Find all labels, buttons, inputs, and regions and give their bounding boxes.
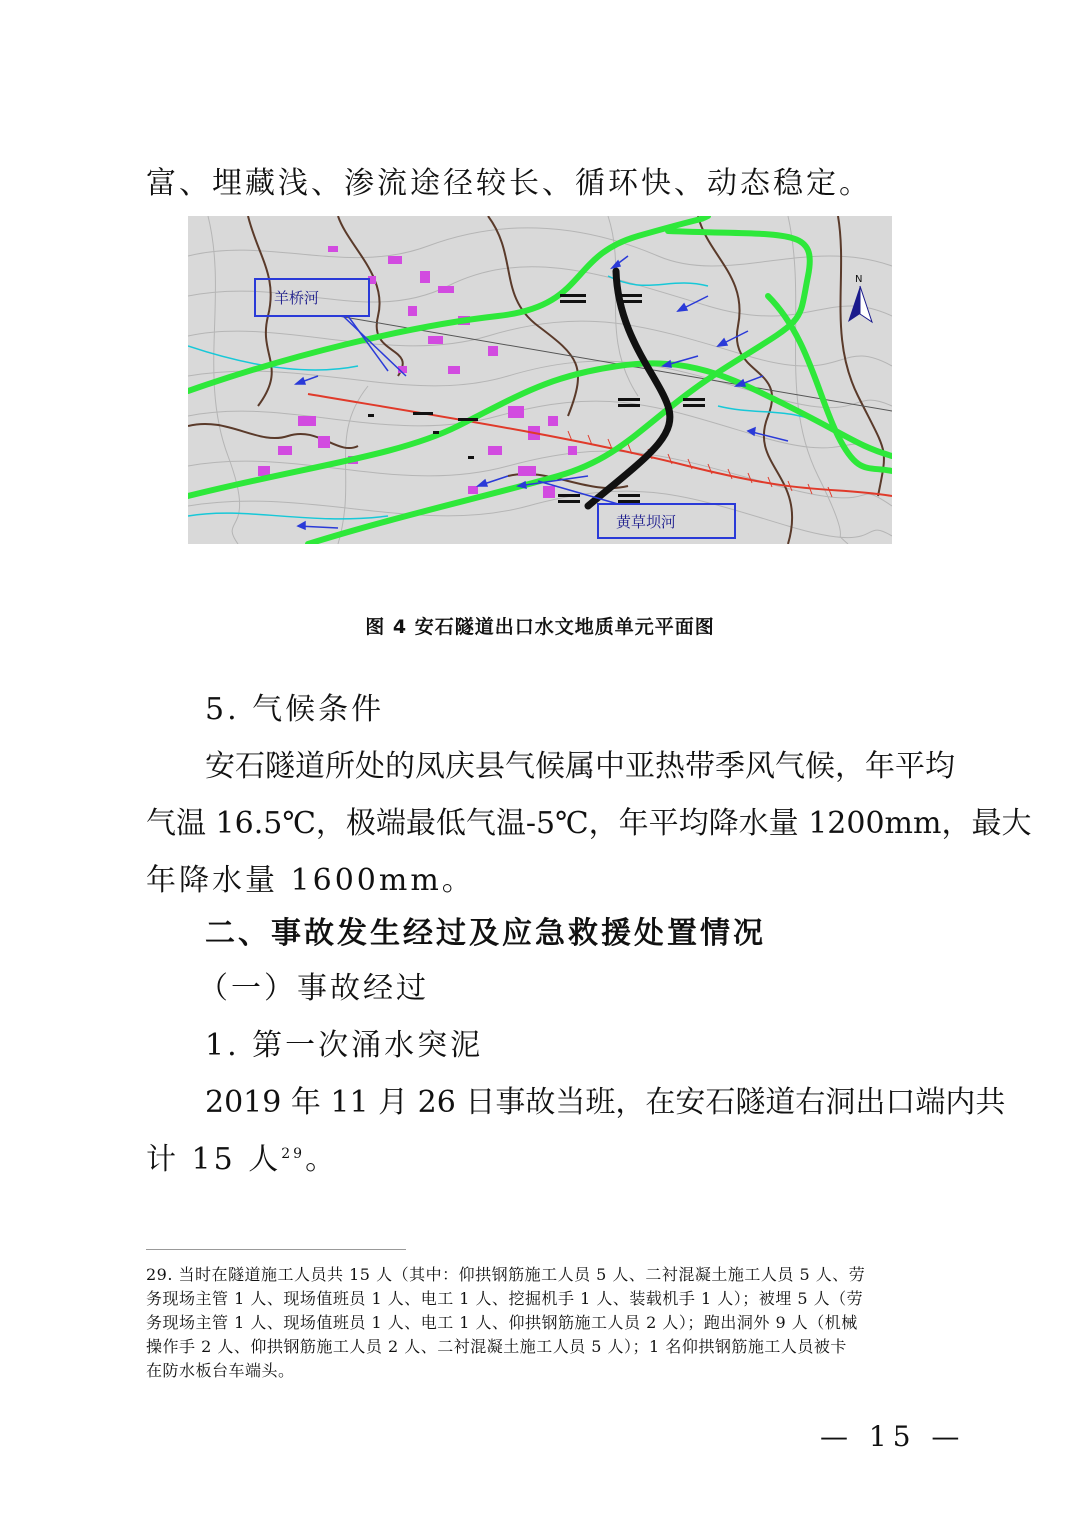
footnote-line1: 29. 当时在隧道施工人员共 15 人（其中：仰拱钢筋施工人员 5 人、二衬混凝土施工人员 5 人、劳 <box>146 1265 866 1284</box>
item1-heading: 1. 第一次涌水突泥 <box>205 1028 484 1063</box>
top-text-line: 富、埋藏浅、渗流途径较长、循环快、动态稳定。 <box>146 166 872 201</box>
section2-heading: 二、事故发生经过及应急救援处置情况 <box>205 916 766 951</box>
section5-line3: 年降水量 1600mm。 <box>146 863 475 898</box>
accident-para-line2 <box>146 1134 338 1178</box>
footnote-line4: 操作手 2 人、仰拱钢筋施工人员 2 人、二衬混凝土施工人员 5 人）；1 名仰拱钢筋施工人员被卡 <box>146 1337 847 1356</box>
north-letter: N <box>855 274 863 285</box>
yangqiao-river-label: 羊桥河 <box>274 289 320 307</box>
figure-caption: 图 4 安石隧道出口水文地质单元平面图 <box>365 616 715 638</box>
subsection1-heading: （一）事故经过 <box>198 971 429 1006</box>
page-number: — 15 — <box>820 1420 966 1453</box>
footnote-line3: 务现场主管 1 人、现场值班员 1 人、电工 1 人、仰拱钢筋施工人员 2 人）；跑出洞外 9 人（机械 <box>146 1313 858 1332</box>
footnote-ref[interactable]: 29 <box>281 1146 306 1162</box>
section5-line1: 安石隧道所处的凤庆县气候属中亚热带季风气候，年平均 <box>205 749 955 784</box>
footnote-line2: 务现场主管 1 人、现场值班员 1 人、电工 1 人、挖掘机手 1 人、装载机手 1 人）；被埋 5 人（劳 <box>146 1289 864 1308</box>
huangcaoba-river-label: 黄草坝河 <box>616 513 677 531</box>
footnote-line5: 在防水板台车端头。 <box>146 1361 295 1380</box>
hydrogeology-map <box>188 216 892 544</box>
section5-heading: 5. 气候条件 <box>205 692 385 727</box>
footnote-rule <box>146 1249 406 1250</box>
accident-para-end: 。 <box>305 1142 339 1177</box>
accident-para-line1: 2019 年 11 月 26 日事故当班，在安石隧道右洞出口端内共 <box>205 1085 1006 1120</box>
accident-para-text: 计 15 人 <box>146 1142 282 1177</box>
section5-line2: 气温 16.5℃，极端最低气温-5℃，年平均降水量 1200mm，最大 <box>146 806 1032 841</box>
